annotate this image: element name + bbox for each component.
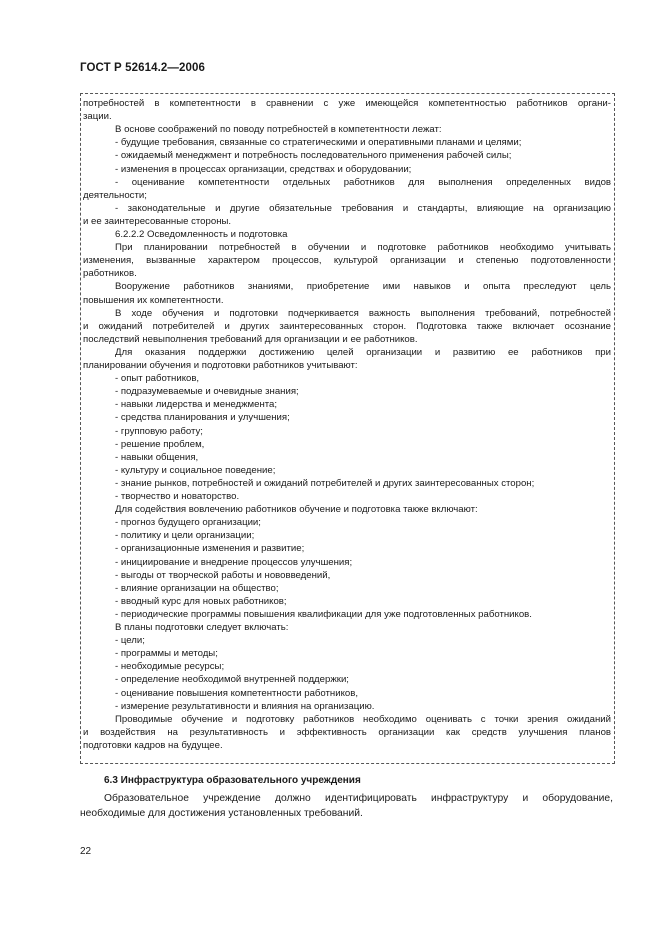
text-line: - политику и цели организации; <box>115 530 255 542</box>
text-line: - необходимые ресурсы; <box>115 661 225 673</box>
text-line: При планировании потребностей в обучении и подготовке работников необходимо учитывать <box>115 242 611 254</box>
text-line: - средства планирования и улучшения; <box>115 412 290 424</box>
text-line: изменения, вызванные характером процессов, культурой организации и степенью подготовленности <box>83 255 611 267</box>
text-line: последствий невыполнения требований для организации и ее работников. <box>83 333 418 345</box>
text-line: потребностей в компетентности в сравнении с уже имеющейся компетентностью работников органи- <box>83 98 611 109</box>
text-line: - навыки лидерства и менеджмента; <box>115 399 278 411</box>
text-line: деятельности; <box>83 189 147 201</box>
text-line: - выгоды от творческой работы и нововведений, <box>115 569 331 581</box>
text-line: и воздействия на результативность и эффективность организации как средств улучшения планов <box>83 726 611 738</box>
document-header: ГОСТ Р 52614.2—2006 <box>80 62 205 74</box>
text-line: - подразумеваемые и очевидные знания; <box>115 386 299 398</box>
text-line: повышения их компетентности. <box>83 294 224 306</box>
text-line: В планы подготовки следует включать: <box>115 622 289 633</box>
text-line: Вооружение работников знаниями, приобретение ими навыков и опыта преследуют цель <box>115 281 611 293</box>
page-number: 22 <box>80 846 92 857</box>
section-paragraph-line: Образовательное учреждение должно идентифицировать инфраструктуру и оборудование, <box>104 793 613 804</box>
text-line: - будущие требования, связанные со стратегическими и оперативными планами и целями; <box>115 137 522 149</box>
text-line: работников. <box>83 268 137 280</box>
text-line: - творчество и новаторство. <box>115 491 240 502</box>
text-line: планировании обучения и подготовки работников учитывают: <box>83 360 358 371</box>
text-line: - законодательные и другие обязательные требования и стандарты, влияющие на организацию <box>115 202 611 214</box>
text-line: - организационные изменения и развитие; <box>115 543 305 555</box>
text-line: В ходе обучения и подготовки подчеркивается важность выполнения требований, потребностей <box>115 307 611 319</box>
text-line: - решение проблем, <box>115 438 205 450</box>
text-line: зации. <box>83 111 112 123</box>
text-line: - оценивание компетентности отдельных работников для выполнения определенных видов <box>115 176 611 188</box>
text-line: В основе соображений по поводу потребностей в компетентности лежат: <box>115 124 442 136</box>
text-line: - периодические программы повышения квалификации для уже подготовленных работников. <box>115 608 532 620</box>
section-paragraph-line: необходимые для достижения установленных требований. <box>80 808 363 819</box>
text-line: - групповую работу; <box>115 425 203 437</box>
text-line: - измерение результативности и влияния на организацию. <box>115 700 375 712</box>
text-line: и ожиданий потребителей и других заинтересованных сторон. Подготовка также включает осознание <box>83 320 611 332</box>
text-line: - цели; <box>115 635 145 647</box>
text-line: - опыт работников, <box>115 373 200 385</box>
text-line: - определение необходимой внутренней поддержки; <box>115 674 349 686</box>
text-line: - знание рынков, потребностей и ожиданий потребителей и других заинтересованных сторон; <box>115 477 535 489</box>
text-line: - влияние организации на общество; <box>115 582 279 594</box>
text-line: - программы и методы; <box>115 648 218 660</box>
text-line: Проводимые обучение и подготовку работников необходимо оценивать с точки зрения ожиданий <box>115 713 611 725</box>
text-line: Для оказания поддержки достижению целей организации и развитию ее работников при <box>115 346 611 358</box>
text-line: - инициирование и внедрение процессов улучшения; <box>115 556 353 568</box>
text-line: - изменения в процессах организации, средствах и оборудовании; <box>115 163 412 175</box>
text-line: 6.2.2.2 Осведомленность и подготовка <box>115 229 288 240</box>
text-line: Для содействия вовлечению работников обучение и подготовка также включают: <box>115 504 478 516</box>
text-line: - оценивание повышения компетентности работников, <box>115 687 358 699</box>
text-line: и ее заинтересованные стороны. <box>83 215 232 227</box>
text-line: - культуру и социальное поведение; <box>115 464 276 476</box>
text-line: - вводный курс для новых работников; <box>115 595 287 607</box>
text-line: подготовки кадров на будущее. <box>83 739 223 751</box>
text-line: - прогноз будущего организации; <box>115 517 261 529</box>
text-line: - ожидаемый менеджмент и потребность последовательного применения рабочей силы; <box>115 150 512 162</box>
text-line: - навыки общения, <box>115 451 199 463</box>
frame-top-border <box>80 93 615 94</box>
section-heading: 6.3 Инфраструктура образовательного учреждения <box>104 775 361 786</box>
